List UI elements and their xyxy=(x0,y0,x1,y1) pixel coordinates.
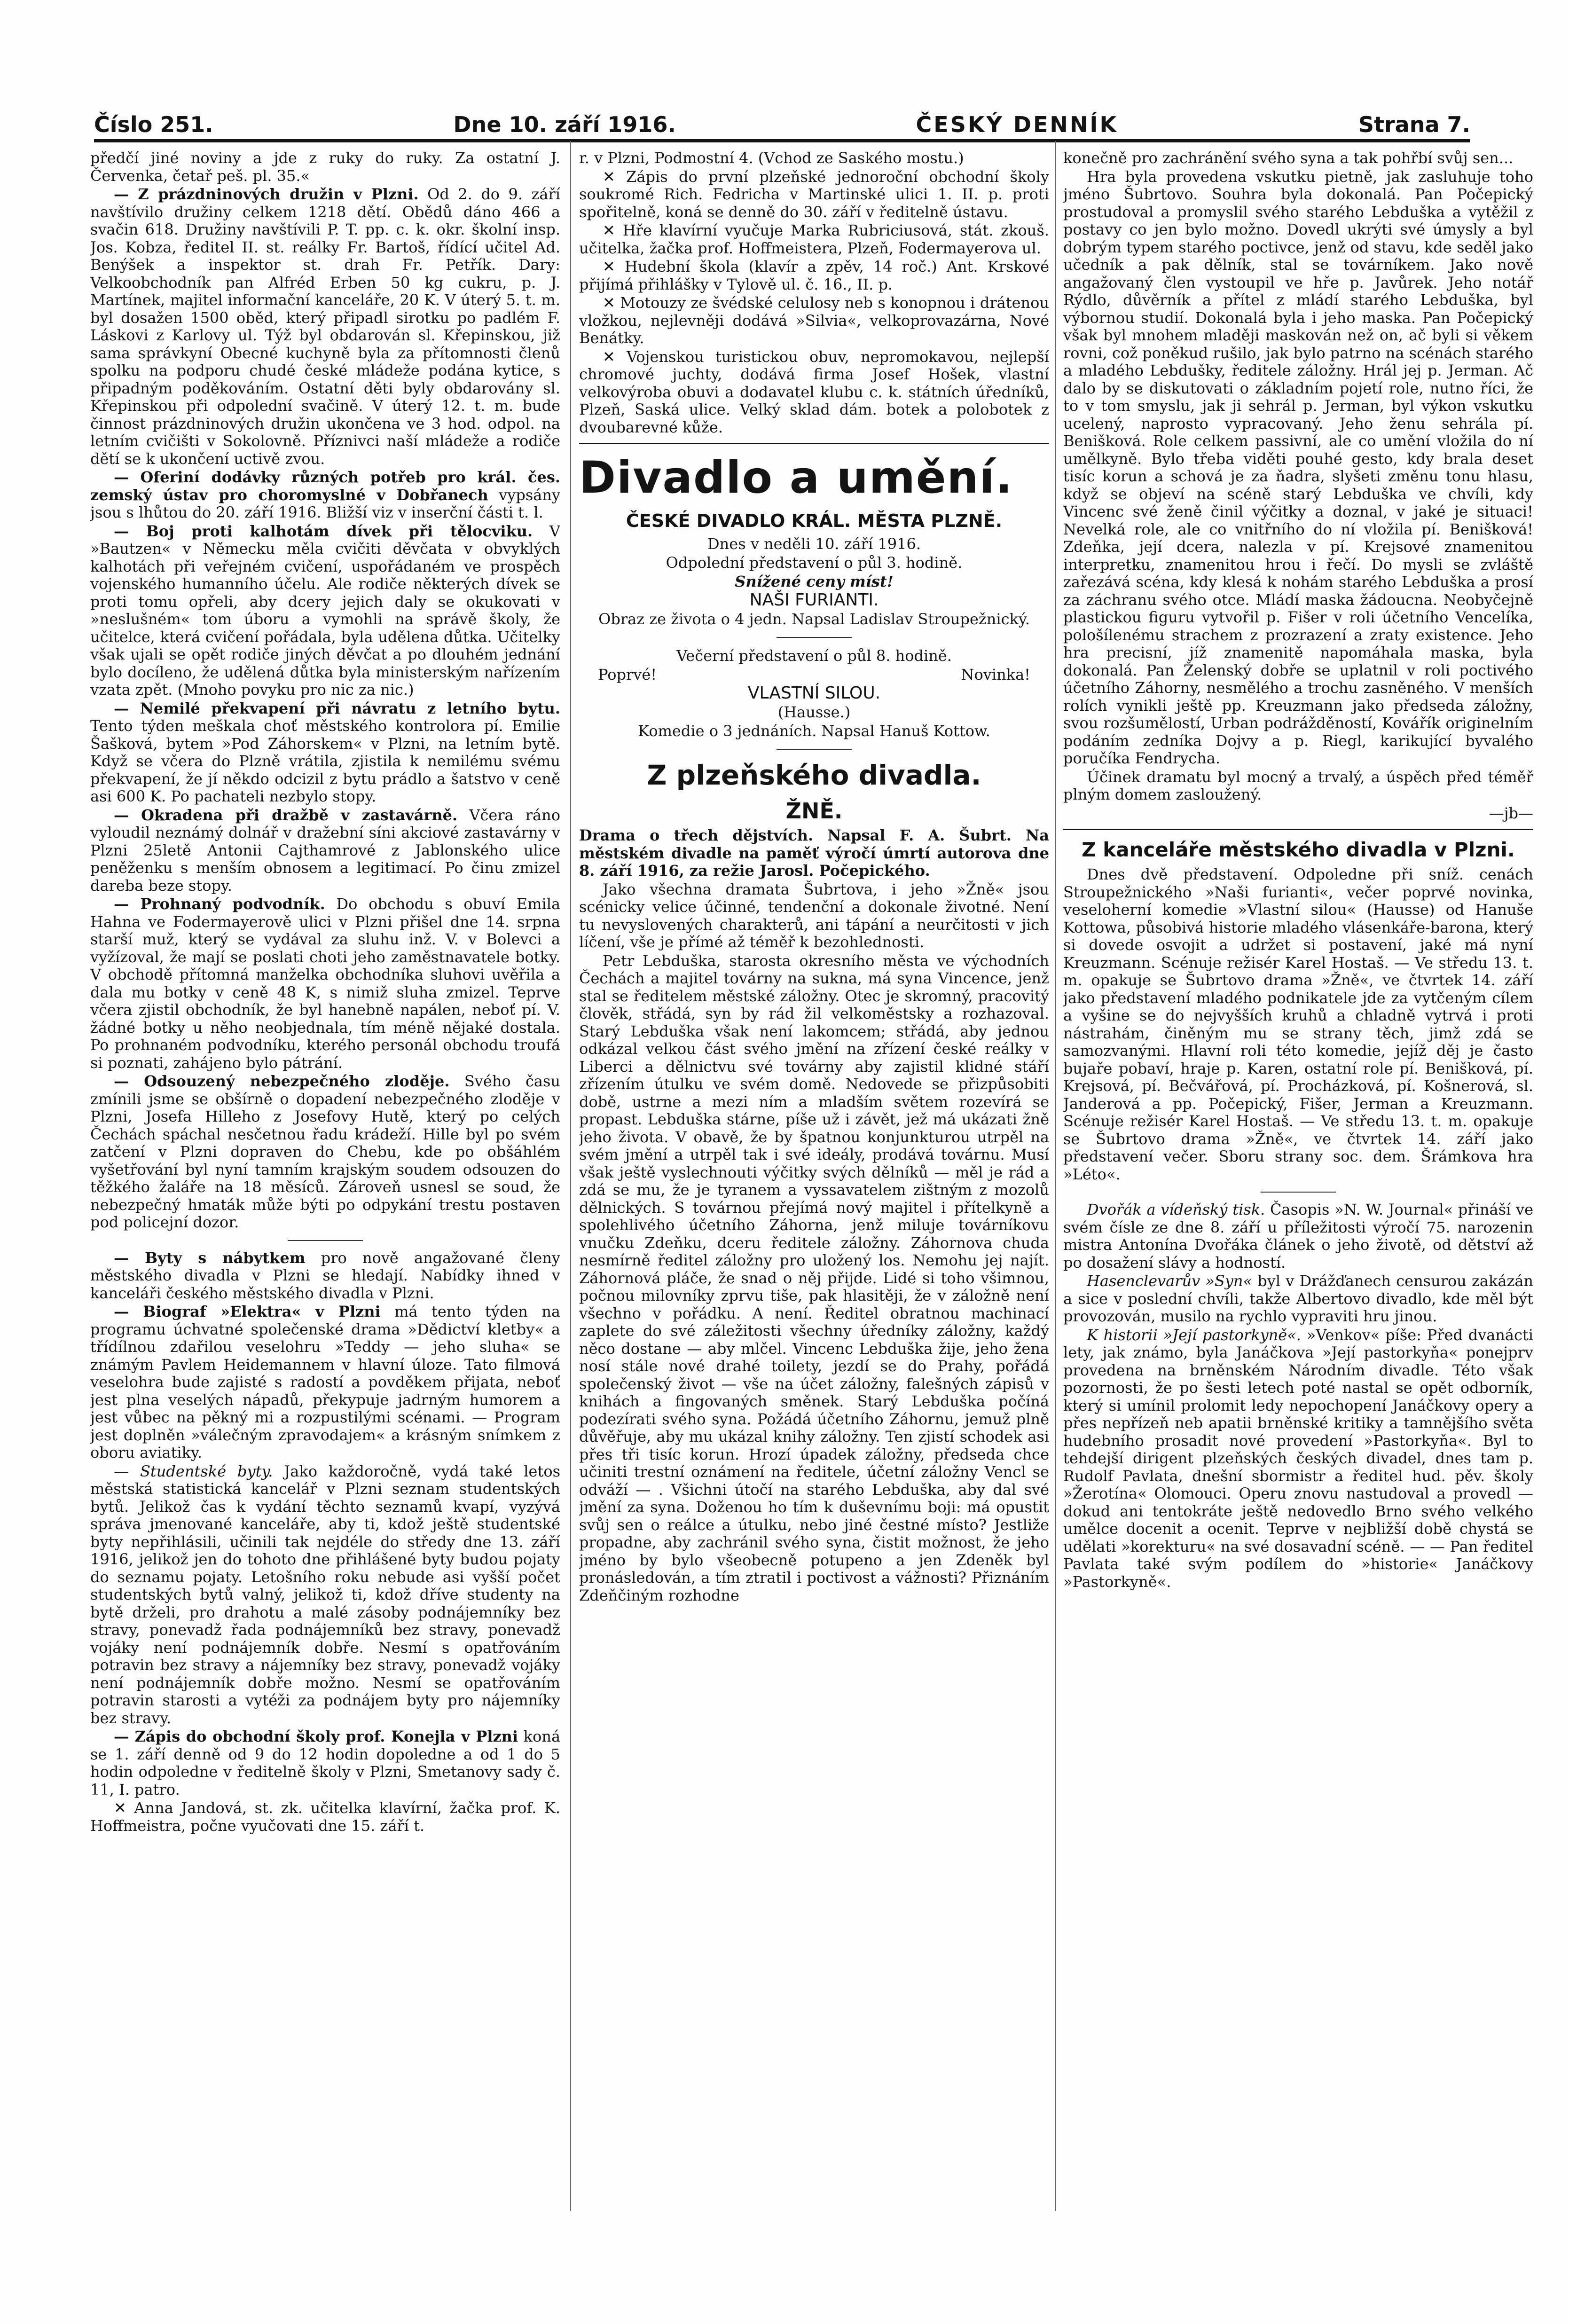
program-labels xyxy=(579,665,1049,684)
notice-text: ✕ Hře klavírní vyučuje Marka Rubriciusová, stát. zkouš. učitelka, žačka prof. Hoffmeistera, Plzeň, Fodermayerova ul. xyxy=(579,221,1049,257)
article-text: byl v Drážďanech censurou zakázán a sice v poslední chvíli, takže Albertovo divadlo, kde měl být provozován, musilo na rychlo vypraviti hru jinou. xyxy=(1063,1272,1533,1325)
article-heading: — Studentské byty. xyxy=(114,1462,273,1480)
review-text: Účinek dramatu byl mocný a trvalý, a úspěch před téměř plným domem zasloužený. xyxy=(1063,768,1533,803)
program-play-1: NAŠI FURIANTI. xyxy=(749,590,879,610)
article-heading: — Okradena při dražbě v zastavárně. xyxy=(114,806,458,824)
notice-text: ✕ Motouzy ze švédské celulosy neb s konopnou i drátenou vložkou, nejlevněji dodává »Silvia«, velkoprovazárna, Nové Benátky. xyxy=(579,294,1049,347)
issue-date: Dne 10. září 1916. xyxy=(453,112,676,137)
article-text: Do obchodu s obuví Emila Hahna ve Fodermayerově ulici v Plzni přišel dne 14. srpna starší muž, který se vydával za sluhu inž. V. v Bolevci a vyžízoval, že mají se poslati choti jeho zaměstnavatele botky. V obchodě přítomná manželka obchodníka sluhovi uvěřila a dala mu botky v ceně 48 K, s nimiž sluha zmizel. Teprve včera zjistil obchodník, že byl hanebně napálen, neboť pí. V. žádné botky u něho neobjednala, tím méně nějaké dostala. Po prohnaném podvodníku, kterého personál obchodu troufá si poznati, zahájeno bylo pátrání. xyxy=(90,895,560,1072)
review-lead: Drama o třech dějstvích. Napsal F. A. Šubrt. Na městském divadle na paměť výročí úmrtí autorova dne 8. září 1916, za režie Jarosl. Počepického. xyxy=(579,826,1049,879)
novelty-label: Novinka! xyxy=(961,666,1030,683)
review-text: Jako všechna dramata Šubrtova, i jeho »Žně« jsou scénicky velice účinné, tendenční a dokonale životné. Není tu nevyslovených charakterů, ani tápání a neurčitosti v jich líčení, vše je přímé až téměř k bezohlednosti. xyxy=(579,880,1049,951)
masthead-rule xyxy=(94,139,1470,142)
article-heading: Hasenclevarův »Syn« xyxy=(1087,1272,1253,1290)
separator xyxy=(1261,1192,1336,1193)
article xyxy=(90,1249,560,1303)
article-text: Včera ráno vyloudil neznámý dolnář v dražební síni akciové zastavárny v Plzni 25letě Antonii Cajthamrové z Jablonského ulice peněženku s menším obnosem a legitimací. Po činu zmizel dareba beze stopy. xyxy=(90,806,560,895)
article xyxy=(90,1303,560,1462)
article xyxy=(1063,1327,1533,1591)
article-heading: — Byty s nábytkem xyxy=(114,1248,306,1267)
separator xyxy=(777,749,852,750)
program-play-2-sub: (Hausse.) xyxy=(777,703,851,721)
article-text: Časopis »N. W. Journal« přináší ve svém čísle ze dne 8. září u příležitosti výročí 75. narozenin mistra Antonína Dvořáka článek o jeho životě, od dětství až po dosažení slávy a hodností. xyxy=(1063,1201,1533,1272)
program-prices: Snížené ceny míst! xyxy=(735,573,894,590)
program-date: Dnes v neděli 10. září 1916. xyxy=(707,535,921,553)
page-number: Strana 7. xyxy=(1358,112,1470,137)
office-title: Z kanceláře městského divadla v Plzni. xyxy=(1082,838,1515,861)
article-heading: — Oferiní dodávky různých potřeb pro král. čes. zemský ústav pro choromyslné v Dobřanech xyxy=(90,468,560,504)
review-signature: —jb— xyxy=(1489,804,1533,822)
notice-text: ✕ Zápis do první plzeňské jednoroční obchodní školy soukromé Rich. Fedricha v Martinské ulici 1. II. p. proti spořitelně, koná se denně do 30. září v ředitelně ústavu. xyxy=(579,167,1049,221)
article xyxy=(90,469,560,522)
article-heading: — Odsouzený nebezpečného zloděje. xyxy=(114,1072,450,1090)
office-text: Dnes dvě představení. Odpoledne při sníž. cenách Stroupežnického »Naši furianti«, večer poprvé novinka, veseloherní komedie »Vlastní silou« (Hausse) od Hanuše Kottowa, působivá historie mladého vlásenkáře-barona, který si dovede osvojit a udržet si postavení, jaké má nyní Kreuzmann. Scénuje režisér Karel Hostaš. — Ve středu 13. t. m. opakuje se Šubrtovo drama »Žně«, ve čtvrtek 14. září jako představení mladého podnikatele jde za vytčeným cílem a vyšine se do nejvyšších kruhů a chladně vytrvá i proti nástrahám, činěným mu se strany těch, jimž zdá se samozvanými. Hlavní roli této komedie, jejíž děj je často bujaře pobaví, hraje p. Karen, ostatní role pí. Benišková, pí. Krejsová, pí. Bečvářová, pí. Procházková, pí. Košnerová, sl. Janderová a pp. Počepický, Fišer, Jerman a Kreuzmann. Scénuje režisér Karel Hostaš. — Ve středu 13. t. m. opakuje se Šubrtovo drama »Žně«, ve čtvrtek 14. září jako představení večer. Sboru strany soc. dem. Šrámkova hra »Léto«. xyxy=(1063,865,1533,1183)
masthead xyxy=(94,104,1470,137)
paper-title: ČESKÝ DENNÍK xyxy=(916,112,1119,137)
review-title: Z plzeňského divadla. xyxy=(647,759,981,791)
program-play-2: VLASTNÍ SILOU. xyxy=(747,683,881,703)
article-text: předčí jiné noviny a jde z ruky do ruky. Za ostatní J. Červenka, četař peš. pl. 35.« xyxy=(90,149,560,185)
article-text: ✕ Anna Jandová, st. zk. učitelka klavírní, žačka prof. K. Hoffmeistra, počne vyučovati dne 15. září t. xyxy=(90,1799,560,1835)
article-heading: Dvořák a vídeňský tisk. xyxy=(1087,1201,1265,1218)
review-text: Hra byla provedena vskutku pietně, jak zasluhuje toho jméno Šubrtovo. Souhra byla dokonalá. Pan Počepický prostudoval a promyslil svého starého Lebduška a vytěžil z postavy co jen bylo možno. Dovedl ukrýti své úmysly a byl dobrým typem starého poctivce, jenž od stavu, kde seděl jako učedník a pak dělník, stal se továrníkem. Jako nově angažovaný člen vystoupil ve hře p. Javůrek. Jeho notář Rýdlo, důvěrník a přítel z mládí starého Lebduška, byl výbornou studií. Dokonalá byla i jeho maska. Pan Počepický však byl mnohem mlaději maskován než on, ač byli si věkem rovni, což poněkud rušilo, jak bylo patrno na scénách starého a mladého Lebdušky, ředitele záložny. Hrál jej p. Jerman. Ač dalo by se diskutovati o základním pojetí role, nutno říci, že to v tom smyslu, jak ji sehrál p. Jerman, byl výkon vskutku ucelený, naprosto vypracovaný. Jeho ženu sehrála pí. Benišková. Role celkem passivní, ale co umění vložila do ní umělkyně. Bylo třeba viděti pouhé gesto, kdy brala deset tisíc korun a schová je za ňadra, slyšeti změnu tonu hlasu, když se objeví na scéně starý Lebduška ve chvíli, kdy Vincenc své ženě činil výčitky a doznal, v jaké je situaci! Nevelká role, ale co vnitřního do ní vložila pí. Benišková! Zdeňka, její dcera, nalezla v pí. Krejsové znamenitou interpretku, znamenitou hrou i řečí. Do mysli se zvláště zařezává scéna, kdy klesá k nohám starého Lebduška a prosí za záchranu svého otce. Mládí maska žádoucna. Neobyčejně plastickou figuru vytvořil p. Fišer v roli účetního Vencelíka, pološílenému strachem z prozrazení a zraty existence. Jeho hra precisní, jíž znamenitě napomáhala maska, byla dokonalá. Pan Želenský dobře se uplatnil v roli poctivého účetního Záhorny, nesmělého a trochu zasněného. V menších rolích vynikli ještě pp. Kreuzmann jako předseda záložny, svou rozšumělostí, Urban podrážděností, Kovářík originelním podáním zedníka Dojvy a p. Riegl, karikující byvalého poručíka Fendrycha. xyxy=(1063,167,1533,767)
article xyxy=(90,1728,560,1798)
article-text: Svého času zmínili jsme se obšírně o dopadení nebezpečného zloděje v Plzni, Josefa Hilleho z Josefovy Hutě, který po celých Čechách spáchal nesčetnou řadu krádeží. Hille byl po svém zatčení v Plzni dopraven do Chebu, kde po obšáhlém vyšetřování byl nyní tamním krajským soudem odsouzen do těžkého žaláře na 18 měsíců. Zároveň usnesl se soud, že nebezpečný hmaták může býti po odpykání trestu postaven pod policejní dozor. xyxy=(90,1072,560,1231)
article xyxy=(1063,1272,1533,1326)
column-1 xyxy=(90,149,560,2211)
article-heading: — Boj proti kalhotám dívek při tělocviku. xyxy=(114,522,533,540)
review-play: ŽNĚ. xyxy=(785,798,843,824)
article xyxy=(90,895,560,1072)
column-divider-1 xyxy=(570,141,571,2211)
article-text: Od 2. do 9. září navštívilo družiny celkem 1218 dětí. Obědů dáno 466 a svačin 618. Družiny navštívili P. T. pp. c. k. okr. školní insp. Jos. Kobza, ředitel II. st. reálky Fr. Bartoš, řídící učitel Ad. Benýšek a inspektor st. drah Fr. Petřík. Dary: Velkoobchodník pan Alfréd Erben 50 kg cukru, p. J. Martínek, majitel informační kanceláře, 20 K. V úterý 5. t. m. byl dosažen 1500 oběd, který připadl sirotku po padlém F. Láskovi z Karlovy ul. Týž byl obdarován sl. Křepinskou, již sama správkyní Obecné kuchyně byla za přítomnosti členů spolku na podporu chudé české mládeže podána kytice, s připadným poděkováním. Ostatní děti byly obdarovány sl. Křepinskou při odpolední svačině. V úterý 12. t. m. bude činnost prázdninových družin ukončena ve 3 hod. odpol. na letním cvičišti v Sokolovně. Příznivci naší mládeže a rodiče dětí se k ukončení uctivě zvou. xyxy=(90,185,560,468)
article-text: koná se 1. září denně od 9 do 12 hodin dopoledne a od 1 do 5 hodin odpoledne v ředitelně školy v Plzni, Smetanovy sady č. 11, I. patro. xyxy=(90,1727,560,1798)
theatre-name: ČESKÉ DIVADLO KRÁL. MĚSTA PLZNĚ. xyxy=(626,510,1003,531)
article-text: »Venkov« píše: Před dvanácti lety, jak známo, byla Janáčkova »Její pastorkyňa« ponejprv provedena na brněnském Národním divadle. Této však pozornosti, že po šesti letech poté nastal se opět odborník, který si umínil prolomit ledy nepochopení Janáčkovy opery a přes nepřízeň neb apatii brněnské kritiky a tamnějšího světa hudebního prosadit nové provedení »Pastorkyňa«. Byl to tehdejší dirigent plzeňských českých divadel, dnes tam p. Rudolf Pavlata, dnešní sbormistr a ředitel hud. pěv. školy »Žerotína« Olomouci. Operu znovu nastudoval a provedl — dokud ani tentokráte ještě nedovedlo Brno svého velkého umělce docenit a ocenit. Teprve v nejbližší době chystá se udělati »korekturu« na své dosavadní scéně. — — Pan ředitel Pavlata také svým podílem do »historie« Janáčkovy »Pastorkyně«. xyxy=(1063,1326,1533,1591)
theatre-program xyxy=(579,534,1049,740)
premiere-label: Poprvé! xyxy=(598,666,657,683)
separator xyxy=(288,1240,363,1241)
program-evening: Večerní představení o půl 8. hodině. xyxy=(676,647,952,665)
section-rule xyxy=(579,443,1049,444)
article-heading: — Nemilé překvapení při návratu z letního bytu. xyxy=(114,699,560,717)
issue-number: Číslo 251. xyxy=(94,112,213,137)
article xyxy=(1063,1201,1533,1272)
article-text: Jako každoročně, vydá také letos městská statistická kancelář v Plzni seznam studentských bytů. Jelikož čas k vydání těchto seznamů kvapí, vyzývá správa jmenované kanceláře, aby ti, kdož ještě studentské byty nepřihlásili, učinili tak nejdéle do středy dne 13. září 1916, jelikož jen do tohoto dne přihlášené byty budou pojaty do seznamu pojaty. Letošního roku nebude asi vyšší počet studentských bytů valný, jelikož ti, kdož dříve studenty na bytě drželi, pro drahotu a malé zásoby podnájemníky bez stravy, ponevadž řada podnájemníků bez stravy, ponevadž vojáky není podnájemník dobře. Nesmí s opatřováním potravin bez stravy a nájemníky bez stravy, ponevadž vojáky není podnájemník dobře možno. Nesmí se opatřováním potravin starosti a vytéži za podnájem byty pro nájemníky bez stravy. xyxy=(90,1462,560,1727)
column-3 xyxy=(1063,149,1533,2211)
article-heading: — Zápis do obchodní školy prof. Konejla v Plzni xyxy=(114,1727,518,1745)
notice-text: ✕ Vojenskou turistickou obuv, nepromokavou, nejlepší chromové juchty, dodává firma Josef Hošek, vlastní velkovýroba obuvi a dodavatel klubu c. k. státních úředníků, Plzeň, Saská ulice. Velký sklad dám. botek a polobotek z dvoubarevné kůže. xyxy=(579,347,1049,436)
article xyxy=(90,807,560,895)
program-afternoon: Odpolední představení o půl 3. hodině. xyxy=(666,554,963,572)
article xyxy=(90,523,560,699)
review-text: Petr Lebduška, starosta okresního města ve východních Čechách a majitel továrny na sukna, má syna Vincence, jenž stal se ředitelem městské záložny. Otec je skromný, pracovitý člověk, střádá, syn by rád žil velkoměstsky a rozhazoval. Starý Lebduška však není lakomcem; střádá, aby jednou odkázal velkou část svého jmění na zřízení české reálky v Liberci a dělnictvu své továrny aby zajistil klidné stáří zřízením útulku ve svém domě. Nedovede se přizpůsobiti době, ustrne a mezi ním a mladším světem rozevírá se propast. Lebduška stárne, píše už i závět, jež má ukázati žně jeho života. V obavě, že by špatnou konjunkturou utrpěl na svém jmění a utrpěl tak i své ideály, prodává továrnu. Musí však ještě vyslechnouti výčitky svých dělníků — měl je rád a zdá se mu, že je tyranem a vyssavatelem zištným z mozolů dělnických. S továrnou přejímá nový majitel i přítelkyně a spolehlivého účetního Záhorna, jenž miluje továrníkovu vnučku Zdeňku, dceru ředitele záložny. Záhornova chuda nesmírně ředitel záložny pro uložený los. Nemohu jej najít. Záhornová pláče, že snad o něj přijde. Lidé si toho všimnou, počnou milovníky zprvu tiše, pak hlasitěji, že v záložně není všechno v pořádku. A není. Ředitel obratnou machinací zaplete do své záležitosti všechny úředníky záložny, každý něco dostane — aby mlčel. Vincenc Lebduška žije, jeho žena nosí stále nové drahé toilety, jezdí se do Prahy, pořádá společenský život — vše na účet záložny, falešných zápisů v knihách a fingovaných směnek. Starý Lebduška počíná podezírati svého syna. Požádá účetního Záhornu, jemuž plně důvěřuje, aby mu ukázal knihy záložny. Ten zjistí schodek asi přes tři tisíc korun. Hrozí úpadek záložny, předseda chce učiniti trestní oznámení na ředitele, účetní záložny Vencl se odváží — . Všichni útočí na starého Lebduška, aby dal své jmění za syna. Doženou ho tím k duševnímu boji: má opustit svůj sen o reálce a útulku, nebo jiné čestné místo? Jestliže propadne, aby zachránil svého syna, čistit možnost, že jeho jméno by bylo všeobecně potupeno a jen Zdeněk byl pronásledován, a tím ztratil i poctivost a vážnosti? Přiznáním Zdeňčiným rozhodne xyxy=(579,951,1049,1604)
article xyxy=(90,1463,560,1727)
section-rule xyxy=(1063,829,1533,830)
program-play-1-desc: Obraz ze života o 4 jedn. Napsal Ladislav Stroupežnický. xyxy=(598,610,1030,628)
article-text: Tento týden meškala choť městského kontrolora pí. Emilie Šašková, bytem »Pod Záhorskem« v Plzni, na letním bytě. Když se včera do Plzně vrátila, zjistila k nemilému svému překvapení, že jí někdo odcizil z bytu prádlo a šatstvo v ceně asi 600 K. Po pachateli nezbylo stopy. xyxy=(90,717,560,805)
separator xyxy=(777,637,852,638)
article xyxy=(90,700,560,806)
article xyxy=(90,186,560,468)
column-2 xyxy=(579,149,1049,2211)
article-heading: K historii »Její pastorkyně«. xyxy=(1087,1326,1301,1344)
article-text: pro nově angažované členy městského divadla v Plzni se hledají. Nabídky ihned v kanceláři českého městského divadla v Plzni. xyxy=(90,1248,560,1302)
article-heading: — Prohnaný podvodník. xyxy=(114,895,325,913)
article-text: vypsány jsou s lhůtou do 20. září 1916. Bližší viz v inserční části t. l. xyxy=(90,486,560,521)
article-text: V »Bautzen« v Německu měla cvičiti děvčata v obvyklých kalhotách při veřejném cvičení, uspořádaném ve prospěch vojenského humanního účelu. Ale rodiče některých dívek se proti tomu opřeli, aby dcery jejich daly se okukovati v »neslušném« tom úboru a vymohli na správě školy, že učitelce, která cvičení pořádala, byla udělena důtka. Učitelky však ujali se opět rodiče jiných děvčat a po dlouhém jednání bylo docíleno, že udělená důtka byla ministerským nařízením vzata zpět. (Mnoho povyku pro nic za nic.) xyxy=(90,522,560,699)
column-divider-2 xyxy=(1055,141,1056,2211)
review-text: konečně pro zachránění svého syna a tak pohřbí svůj sen... xyxy=(1063,149,1514,167)
article-text: má tento týden na programu úchvatné společenské drama »Dědictví kletby« a třídílnou zdařilou veselohru »Teddy — jeho sluha« se známým Pavlem Heidemannem v hlavní úloze. Tato filmová veselohra bude zajisté s radostí a povděkem přijata, neboť jest plna veselých nápadů, překypuje jadrným humorem a jest vůbec na pěkný mi a rozpustilými scénami. — Program jest doplněn »válečným zpravodajem« a krásným snímkem z oboru aviatiky. xyxy=(90,1303,560,1461)
notice-text: ✕ Hudební škola (klavír a zpěv, 14 roč.) Ant. Krskové přijímá přihlášky v Tylově ul. č. 16., II. p. xyxy=(579,258,1049,293)
article xyxy=(90,1073,560,1232)
article-heading: — Biograf »Elektra« v Plzni xyxy=(114,1303,381,1320)
section-title: Divadlo a umění. xyxy=(579,452,1013,503)
program-play-2-desc: Komedie o 3 jednáních. Napsal Hanuš Kottow. xyxy=(638,722,990,740)
article-heading: — Z prázdninových družin v Plzni. xyxy=(114,185,419,203)
notice-text: r. v Plzni, Podmostní 4. (Vchod ze Saského mostu.) xyxy=(579,149,964,167)
